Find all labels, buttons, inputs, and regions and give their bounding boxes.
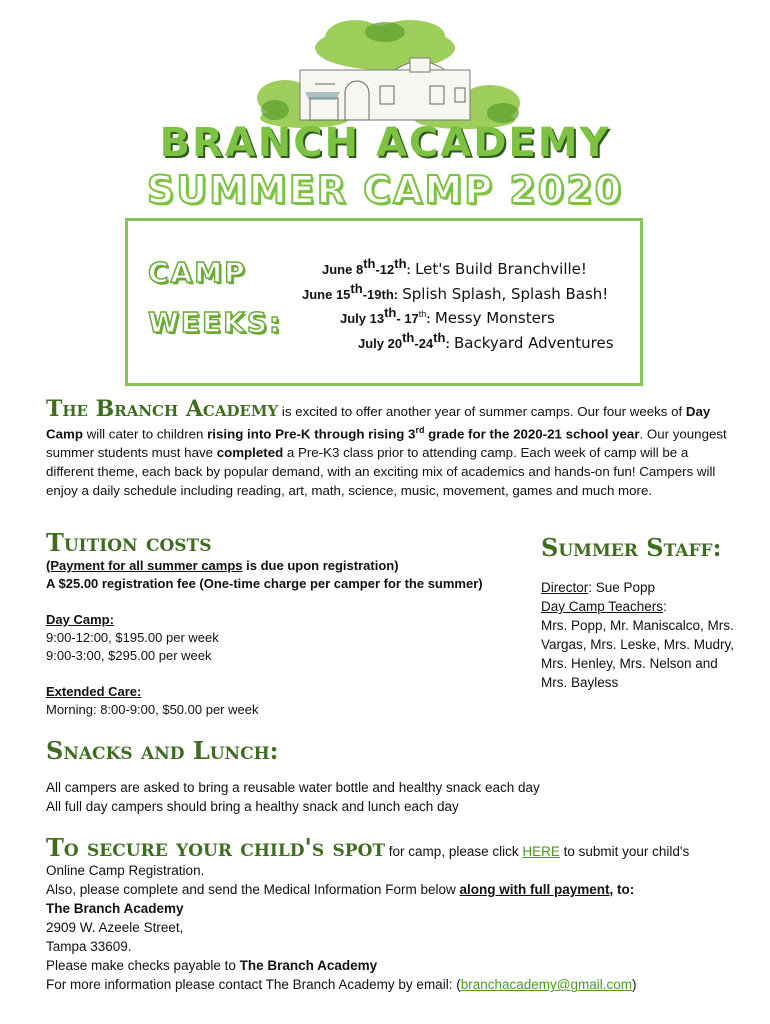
intro-paragraph: The Branch Academy is excited to offer another year of summer camps. Our four weeks of Day Camp will cater to children rising into Pre-K through rising 3rd grade for the 2020-21 school year. Our youngest summer students must have completed a Pre-K3 class prior to attending camp. Each week of camp will be a different theme, each back by popular demand, with an exciting mix of academics and hands-on fun! Campers will enjoy a daily schedule including reading, art, math, science, music, movement, games and much more. — [46, 396, 727, 499]
camp-weeks-label-line1: CAMP — [148, 256, 247, 289]
week-row: July 20th-24th: Backyard Adventures — [358, 330, 614, 352]
snacks-section: All campers are asked to bring a reusable water bottle and healthy snack each day All full day campers should bring a healthy snack and lunch each day — [46, 780, 540, 814]
tuition-heading: Tuition costs — [46, 528, 212, 557]
camp-weeks-label-line2: WEEKS: — [148, 306, 283, 339]
week-row: July 13th- 17th: Messy Monsters — [340, 305, 555, 327]
staff-heading: Summer Staff: — [541, 533, 722, 562]
academy-building-illustration — [245, 18, 525, 130]
week-theme: Let's Build Branchville! — [415, 260, 587, 278]
title-summer-camp: SUMMER CAMP 2020 — [146, 168, 624, 212]
week-row: June 15th-19th: Splish Splash, Splash Bash! — [302, 281, 609, 303]
tuition-section: (Payment for all summer camps is due upon registration) A $25.00 registration fee (One-time charge per camper for the summer) Day Camp: 9:00-12:00, $195.00 per week 9:00-3:00, $295.00 per week Extended Care: Morning: 8:00-9:00, $50.00 per week — [46, 558, 483, 717]
email-link[interactable]: branchacademy@gmail.com — [460, 977, 632, 992]
secure-section: To secure your child's spot for camp, please click HERE to submit your child's Online Camp Registration. Also, please complete and send the Medical Information Form below along with full payment, to: The Branch Academy 2909 W. Azeele Street, Tampa 33609. Please make checks payable to The Branch Academy For more information please contact The Branch Academy by email: (branchacademy@gmail.com) — [46, 833, 690, 992]
secure-heading: To secure your child's spot — [46, 833, 386, 862]
week-theme: Messy Monsters — [434, 309, 555, 327]
week-theme: Backyard Adventures — [453, 334, 614, 352]
staff-section: Director: Sue Popp Day Camp Teachers: Mrs. Popp, Mr. Maniscalco, Mrs. Vargas, Mrs. Leske, Mrs. Mudry, Mrs. Henley, Mrs. Nelson and Mrs. Bayless — [541, 580, 735, 690]
camp-weeks-label — [148, 248, 288, 348]
intro-heading: The Branch Academy — [46, 396, 279, 422]
snacks-heading: Snacks and Lunch: — [46, 736, 279, 765]
registration-link[interactable]: HERE — [522, 844, 560, 859]
week-theme: Splish Splash, Splash Bash! — [402, 285, 609, 303]
title-branch-academy: BRANCH ACADEMY — [159, 120, 611, 166]
week-row: June 8th-12th: Let's Build Branchville! — [322, 256, 587, 278]
